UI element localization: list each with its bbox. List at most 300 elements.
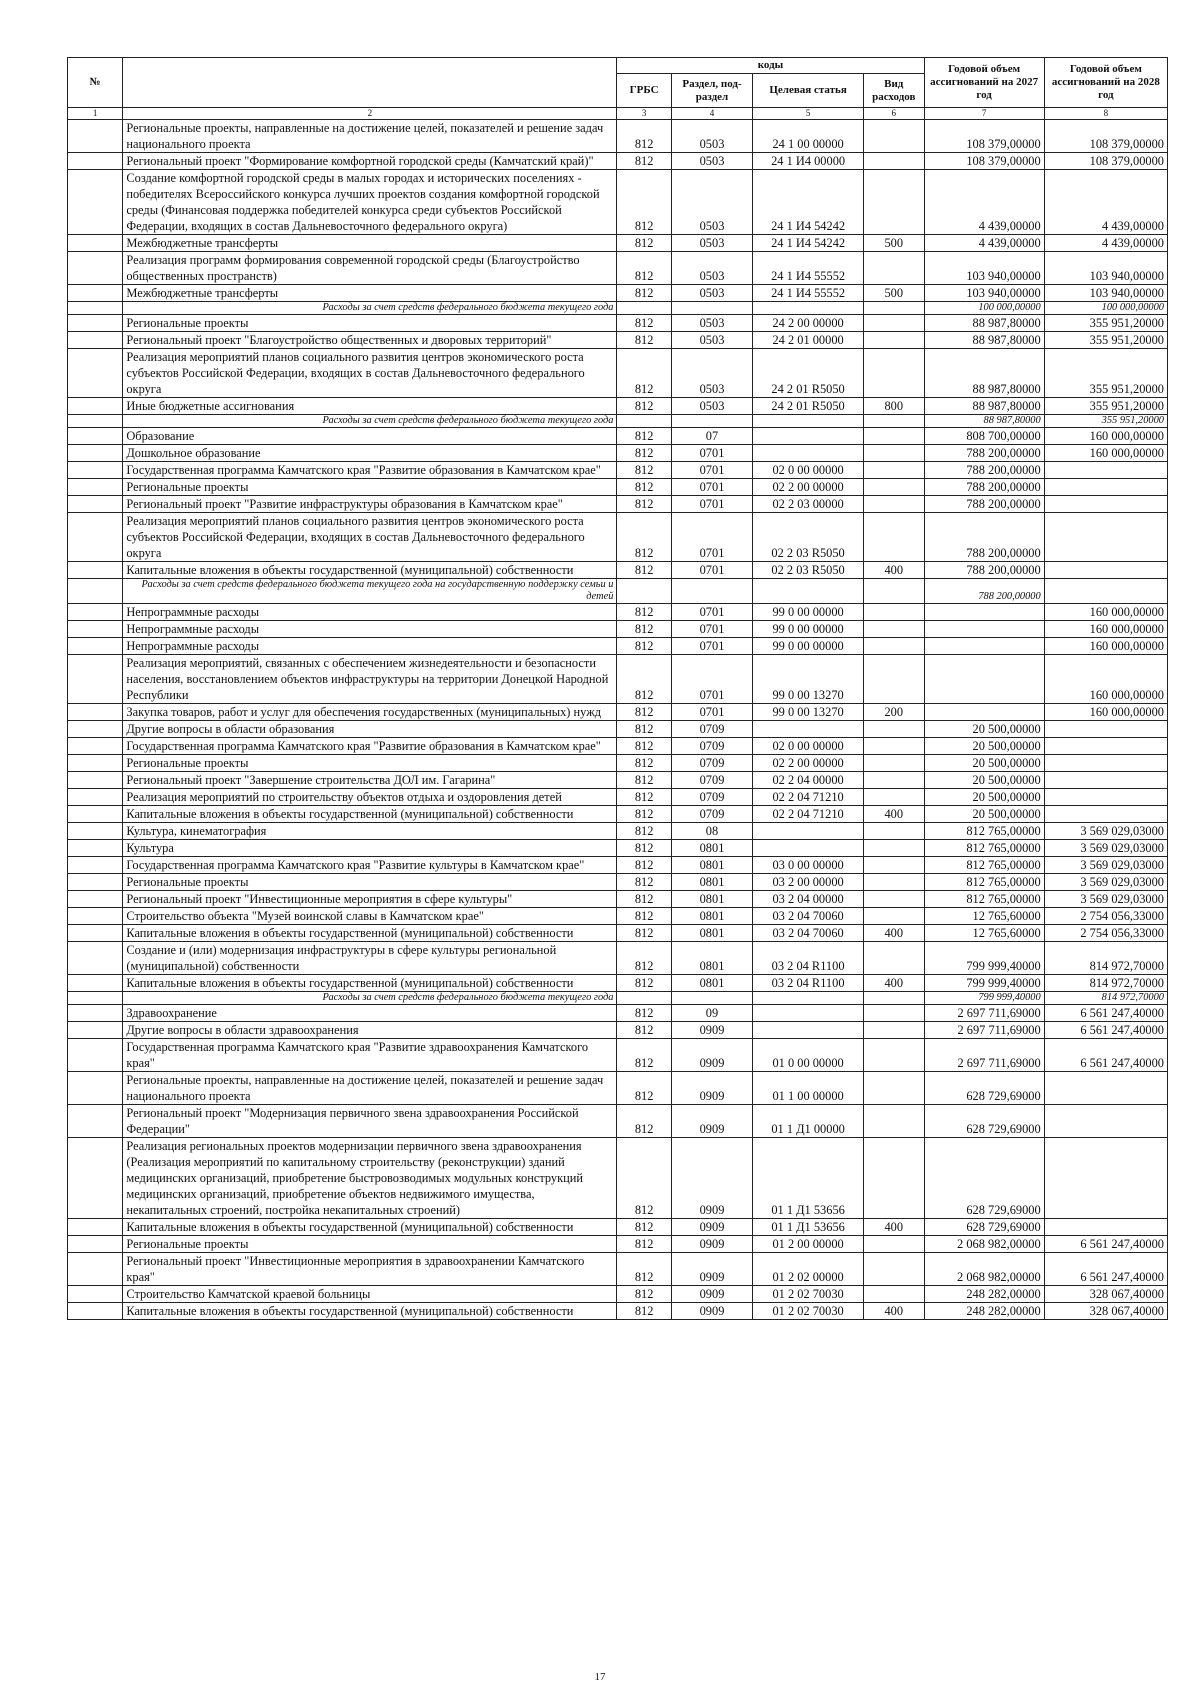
cell-section: 0701 <box>671 462 752 479</box>
cell-2027: 812 765,00000 <box>924 823 1044 840</box>
cell-target <box>753 415 864 428</box>
cell-grbs: 812 <box>617 1072 671 1105</box>
cell-type <box>863 721 924 738</box>
cell-type: 500 <box>863 285 924 302</box>
cell-num <box>68 562 123 579</box>
cell-target: 24 1 И4 00000 <box>753 153 864 170</box>
cell-2028 <box>1044 579 1167 604</box>
cell-section: 0701 <box>671 496 752 513</box>
cell-section: 0503 <box>671 332 752 349</box>
cell-grbs: 812 <box>617 874 671 891</box>
cell-target <box>753 1022 864 1039</box>
cell-type: 400 <box>863 975 924 992</box>
cell-target: 02 0 00 00000 <box>753 462 864 479</box>
cell-grbs <box>617 415 671 428</box>
cell-section: 0701 <box>671 704 752 721</box>
cell-type <box>863 513 924 562</box>
cell-target: 01 1 00 00000 <box>753 1072 864 1105</box>
cell-section: 0909 <box>671 1022 752 1039</box>
cell-target: 03 2 04 70060 <box>753 925 864 942</box>
cell-2028: 814 972,70000 <box>1044 942 1167 975</box>
cell-name: Региональные проекты <box>123 1236 617 1253</box>
header-target: Целевая статья <box>753 74 864 108</box>
cell-name: Региональные проекты <box>123 874 617 891</box>
cell-grbs: 812 <box>617 398 671 415</box>
cell-type <box>863 789 924 806</box>
table-row <box>68 721 1168 738</box>
cell-name: Закупка товаров, работ и услуг для обеспечения государственных (муниципальных) нужд <box>123 704 617 721</box>
cell-grbs: 812 <box>617 428 671 445</box>
cell-section: 0701 <box>671 479 752 496</box>
cell-target <box>753 823 864 840</box>
cell-2028 <box>1044 1138 1167 1219</box>
table-row <box>68 285 1168 302</box>
cell-section: 0909 <box>671 1303 752 1320</box>
cell-2027: 88 987,80000 <box>924 349 1044 398</box>
cell-name: Реализация региональных проектов модернизации первичного звена здравоохранения (Реализация мероприятий по капитальному строительству (реконструкции) зданий медицинских организаций, приобретение быстровозводимых модульных конструкций медицинских организаций, приобретение объектов недвижимого имущества, некапитальных строений, постройка некапитальных строений) <box>123 1138 617 1219</box>
cell-grbs: 812 <box>617 349 671 398</box>
cell-2028: 6 561 247,40000 <box>1044 1022 1167 1039</box>
cell-target: 03 0 00 00000 <box>753 857 864 874</box>
cell-target: 24 2 01 R5050 <box>753 398 864 415</box>
table-row <box>68 1253 1168 1286</box>
table-row <box>68 704 1168 721</box>
cell-2027: 2 068 982,00000 <box>924 1236 1044 1253</box>
cell-target: 03 2 04 R1100 <box>753 975 864 992</box>
cell-2028: 6 561 247,40000 <box>1044 1039 1167 1072</box>
cell-grbs: 812 <box>617 1138 671 1219</box>
cell-type: 400 <box>863 562 924 579</box>
colnum: 4 <box>671 108 752 120</box>
cell-type <box>863 445 924 462</box>
colnum: 8 <box>1044 108 1167 120</box>
cell-grbs: 812 <box>617 975 671 992</box>
table-row <box>68 1286 1168 1303</box>
colnum: 5 <box>753 108 864 120</box>
cell-type <box>863 891 924 908</box>
cell-target <box>753 579 864 604</box>
cell-2027: 248 282,00000 <box>924 1286 1044 1303</box>
cell-grbs: 812 <box>617 638 671 655</box>
cell-grbs: 812 <box>617 891 671 908</box>
cell-name: Региональный проект "Формирование комфортной городской среды (Камчатский край)" <box>123 153 617 170</box>
cell-num <box>68 332 123 349</box>
cell-2028 <box>1044 789 1167 806</box>
cell-2028 <box>1044 755 1167 772</box>
cell-2027: 2 697 711,69000 <box>924 1039 1044 1072</box>
cell-2027: 248 282,00000 <box>924 1303 1044 1320</box>
table-row-note <box>68 992 1168 1005</box>
cell-2027: 812 765,00000 <box>924 874 1044 891</box>
cell-section: 0503 <box>671 120 752 153</box>
cell-num <box>68 1286 123 1303</box>
cell-type <box>863 479 924 496</box>
cell-2028: 160 000,00000 <box>1044 638 1167 655</box>
cell-2028 <box>1044 806 1167 823</box>
table-row <box>68 513 1168 562</box>
cell-name: Капитальные вложения в объекты государственной (муниципальной) собственности <box>123 925 617 942</box>
cell-num <box>68 285 123 302</box>
cell-target: 01 2 02 00000 <box>753 1253 864 1286</box>
cell-2028: 2 754 056,33000 <box>1044 908 1167 925</box>
cell-num <box>68 170 123 235</box>
cell-2028: 3 569 029,03000 <box>1044 874 1167 891</box>
cell-grbs: 812 <box>617 755 671 772</box>
cell-target: 03 2 04 R1100 <box>753 942 864 975</box>
cell-section: 08 <box>671 823 752 840</box>
cell-section: 0701 <box>671 655 752 704</box>
cell-name: Иные бюджетные ассигнования <box>123 398 617 415</box>
cell-section: 0801 <box>671 874 752 891</box>
cell-name: Непрограммные расходы <box>123 638 617 655</box>
cell-num <box>68 579 123 604</box>
cell-name: Реализация программ формирования современной городской среды (Благоустройство общественных пространств) <box>123 252 617 285</box>
cell-2027: 88 987,80000 <box>924 415 1044 428</box>
cell-2027: 788 200,00000 <box>924 513 1044 562</box>
cell-num <box>68 513 123 562</box>
cell-grbs: 812 <box>617 1005 671 1022</box>
cell-2027: 20 500,00000 <box>924 721 1044 738</box>
cell-name: Капитальные вложения в объекты государственной (муниципальной) собственности <box>123 1219 617 1236</box>
cell-target: 02 2 04 00000 <box>753 772 864 789</box>
cell-grbs <box>617 302 671 315</box>
cell-section: 0503 <box>671 349 752 398</box>
table-row <box>68 908 1168 925</box>
cell-name: Государственная программа Камчатского края "Развитие культуры в Камчатском крае" <box>123 857 617 874</box>
cell-name: Межбюджетные трансферты <box>123 235 617 252</box>
cell-num <box>68 1072 123 1105</box>
cell-type <box>863 755 924 772</box>
cell-name: Создание комфортной городской среды в малых городах и исторических поселениях - победителях Всероссийского конкурса лучших проектов создания комфортной городской среды (Финансовая поддержка победителей конкурса среди субъектов Российской Федерации, входящих в состав Дальневосточного федерального округа) <box>123 170 617 235</box>
cell-2027: 108 379,00000 <box>924 153 1044 170</box>
cell-2028 <box>1044 721 1167 738</box>
cell-target: 99 0 00 13270 <box>753 655 864 704</box>
cell-section: 0701 <box>671 513 752 562</box>
cell-section: 0801 <box>671 925 752 942</box>
header-codes: коды <box>617 58 924 74</box>
cell-grbs <box>617 579 671 604</box>
cell-section: 0909 <box>671 1236 752 1253</box>
cell-2028 <box>1044 496 1167 513</box>
cell-section: 0503 <box>671 285 752 302</box>
cell-2027: 788 200,00000 <box>924 445 1044 462</box>
cell-num <box>68 604 123 621</box>
cell-num <box>68 1039 123 1072</box>
cell-num <box>68 1303 123 1320</box>
cell-2027: 788 200,00000 <box>924 462 1044 479</box>
cell-type <box>863 315 924 332</box>
budget-table <box>67 57 1168 1320</box>
cell-name: Государственная программа Камчатского края "Развитие образования в Камчатском крае" <box>123 738 617 755</box>
cell-name: Расходы за счет средств федерального бюджета текущего года <box>123 415 617 428</box>
table-row <box>68 315 1168 332</box>
cell-2028: 108 379,00000 <box>1044 120 1167 153</box>
cell-target: 24 1 И4 55552 <box>753 252 864 285</box>
cell-2027: 628 729,69000 <box>924 1219 1044 1236</box>
cell-2028 <box>1044 738 1167 755</box>
cell-section: 0701 <box>671 638 752 655</box>
table-row <box>68 1039 1168 1072</box>
header-2028: Годовой объем ассигнований на 2028 год <box>1044 58 1167 108</box>
cell-target: 01 2 02 70030 <box>753 1303 864 1320</box>
cell-2027: 808 700,00000 <box>924 428 1044 445</box>
cell-type <box>863 942 924 975</box>
cell-2027: 88 987,80000 <box>924 398 1044 415</box>
cell-type <box>863 874 924 891</box>
cell-2027: 788 200,00000 <box>924 579 1044 604</box>
cell-grbs: 812 <box>617 513 671 562</box>
cell-2028: 3 569 029,03000 <box>1044 840 1167 857</box>
cell-2028: 108 379,00000 <box>1044 153 1167 170</box>
cell-type <box>863 170 924 235</box>
cell-type <box>863 153 924 170</box>
cell-num <box>68 942 123 975</box>
cell-num <box>68 462 123 479</box>
cell-type <box>863 252 924 285</box>
cell-target: 01 2 00 00000 <box>753 1236 864 1253</box>
cell-target: 24 1 И4 55552 <box>753 285 864 302</box>
cell-name: Реализация мероприятий планов социального развития центров экономического роста субъектов Российской Федерации, входящих в состав Дальневосточного федерального округа <box>123 513 617 562</box>
cell-2027 <box>924 638 1044 655</box>
cell-target: 03 2 04 70060 <box>753 908 864 925</box>
cell-target: 01 1 Д1 53656 <box>753 1219 864 1236</box>
cell-name: Образование <box>123 428 617 445</box>
cell-type <box>863 908 924 925</box>
cell-target: 02 2 03 00000 <box>753 496 864 513</box>
cell-type <box>863 496 924 513</box>
cell-num <box>68 975 123 992</box>
cell-2027: 20 500,00000 <box>924 772 1044 789</box>
table-row <box>68 235 1168 252</box>
cell-2027: 812 765,00000 <box>924 857 1044 874</box>
colnum: 7 <box>924 108 1044 120</box>
cell-2027: 2 697 711,69000 <box>924 1022 1044 1039</box>
cell-2027: 103 940,00000 <box>924 285 1044 302</box>
table-row <box>68 170 1168 235</box>
table-row <box>68 857 1168 874</box>
cell-num <box>68 621 123 638</box>
cell-grbs: 812 <box>617 1105 671 1138</box>
table-row <box>68 806 1168 823</box>
cell-type <box>863 1253 924 1286</box>
cell-2028 <box>1044 479 1167 496</box>
cell-section <box>671 992 752 1005</box>
table-row <box>68 891 1168 908</box>
table-row <box>68 925 1168 942</box>
cell-target: 99 0 00 00000 <box>753 604 864 621</box>
cell-2027: 88 987,80000 <box>924 332 1044 349</box>
colnum: 6 <box>863 108 924 120</box>
cell-num <box>68 398 123 415</box>
cell-type <box>863 604 924 621</box>
cell-grbs: 812 <box>617 315 671 332</box>
table-row <box>68 655 1168 704</box>
cell-name: Капитальные вложения в объекты государственной (муниципальной) собственности <box>123 975 617 992</box>
cell-target: 24 1 00 00000 <box>753 120 864 153</box>
cell-name: Реализация мероприятий планов социального развития центров экономического роста субъектов Российской Федерации, входящих в состав Дальневосточного федерального округа <box>123 349 617 398</box>
cell-num <box>68 638 123 655</box>
cell-num <box>68 315 123 332</box>
table-row <box>68 840 1168 857</box>
cell-2027: 4 439,00000 <box>924 170 1044 235</box>
cell-num <box>68 891 123 908</box>
cell-type: 400 <box>863 806 924 823</box>
cell-grbs: 812 <box>617 285 671 302</box>
cell-num <box>68 1253 123 1286</box>
cell-target <box>753 1005 864 1022</box>
cell-name: Дошкольное образование <box>123 445 617 462</box>
cell-section: 0709 <box>671 738 752 755</box>
cell-2027: 103 940,00000 <box>924 252 1044 285</box>
cell-target: 24 1 И4 54242 <box>753 170 864 235</box>
cell-grbs: 812 <box>617 1236 671 1253</box>
cell-name: Региональный проект "Благоустройство общественных и дворовых территорий" <box>123 332 617 349</box>
page-number: 17 <box>594 1671 606 1683</box>
cell-2028 <box>1044 513 1167 562</box>
cell-section: 0709 <box>671 772 752 789</box>
cell-target: 01 1 Д1 00000 <box>753 1105 864 1138</box>
cell-2027: 799 999,40000 <box>924 992 1044 1005</box>
cell-2027: 799 999,40000 <box>924 942 1044 975</box>
cell-2028: 160 000,00000 <box>1044 655 1167 704</box>
table-row <box>68 772 1168 789</box>
table-row <box>68 1138 1168 1219</box>
cell-2028: 4 439,00000 <box>1044 235 1167 252</box>
table-row <box>68 562 1168 579</box>
cell-grbs: 812 <box>617 1253 671 1286</box>
cell-section: 0709 <box>671 721 752 738</box>
cell-type <box>863 302 924 315</box>
cell-num <box>68 992 123 1005</box>
cell-2028: 3 569 029,03000 <box>1044 857 1167 874</box>
cell-2028: 355 951,20000 <box>1044 415 1167 428</box>
cell-2028: 355 951,20000 <box>1044 315 1167 332</box>
cell-grbs: 812 <box>617 721 671 738</box>
table-row <box>68 120 1168 153</box>
cell-grbs: 812 <box>617 332 671 349</box>
cell-num <box>68 235 123 252</box>
cell-num <box>68 655 123 704</box>
cell-target: 02 2 03 R5050 <box>753 562 864 579</box>
cell-type <box>863 1138 924 1219</box>
cell-grbs: 812 <box>617 120 671 153</box>
table-row <box>68 1219 1168 1236</box>
cell-section: 09 <box>671 1005 752 1022</box>
cell-name: Межбюджетные трансферты <box>123 285 617 302</box>
cell-grbs: 812 <box>617 840 671 857</box>
cell-section: 0909 <box>671 1072 752 1105</box>
cell-num <box>68 721 123 738</box>
cell-2027: 20 500,00000 <box>924 806 1044 823</box>
table-row <box>68 1072 1168 1105</box>
cell-num <box>68 789 123 806</box>
cell-type <box>863 1286 924 1303</box>
table-row <box>68 1005 1168 1022</box>
cell-target: 02 2 04 71210 <box>753 806 864 823</box>
cell-type <box>863 1236 924 1253</box>
cell-num <box>68 840 123 857</box>
cell-num <box>68 1022 123 1039</box>
table-row <box>68 755 1168 772</box>
cell-target <box>753 721 864 738</box>
cell-grbs: 812 <box>617 806 671 823</box>
cell-name: Региональный проект "Инвестиционные мероприятия в здравоохранении Камчатского края" <box>123 1253 617 1286</box>
cell-2028: 814 972,70000 <box>1044 975 1167 992</box>
cell-section: 0801 <box>671 942 752 975</box>
cell-num <box>68 445 123 462</box>
cell-target <box>753 840 864 857</box>
cell-2028 <box>1044 562 1167 579</box>
cell-section: 0503 <box>671 315 752 332</box>
table-row <box>68 445 1168 462</box>
cell-2027: 20 500,00000 <box>924 789 1044 806</box>
table-row <box>68 738 1168 755</box>
cell-2027: 12 765,60000 <box>924 925 1044 942</box>
cell-grbs: 812 <box>617 445 671 462</box>
cell-type: 400 <box>863 925 924 942</box>
cell-section: 0801 <box>671 908 752 925</box>
cell-2028: 355 951,20000 <box>1044 349 1167 398</box>
cell-2028: 355 951,20000 <box>1044 332 1167 349</box>
table-row <box>68 604 1168 621</box>
cell-grbs: 812 <box>617 562 671 579</box>
cell-name: Капитальные вложения в объекты государственной (муниципальной) собственности <box>123 562 617 579</box>
table-row <box>68 349 1168 398</box>
cell-name: Капитальные вложения в объекты государственной (муниципальной) собственности <box>123 806 617 823</box>
cell-section: 0503 <box>671 235 752 252</box>
table-row <box>68 789 1168 806</box>
cell-type <box>863 1005 924 1022</box>
cell-2027 <box>924 655 1044 704</box>
cell-type <box>863 332 924 349</box>
cell-2028 <box>1044 772 1167 789</box>
cell-type <box>863 120 924 153</box>
table-row <box>68 975 1168 992</box>
cell-grbs: 812 <box>617 925 671 942</box>
cell-2028: 103 940,00000 <box>1044 285 1167 302</box>
cell-2028: 160 000,00000 <box>1044 704 1167 721</box>
cell-target: 02 2 03 R5050 <box>753 513 864 562</box>
header-section: Раздел, под-раздел <box>671 74 752 108</box>
header-grbs: ГРБС <box>617 74 671 108</box>
cell-section: 0503 <box>671 252 752 285</box>
cell-type <box>863 1105 924 1138</box>
cell-target: 02 2 00 00000 <box>753 755 864 772</box>
cell-name: Региональные проекты, направленные на достижение целей, показателей и решение задач национального проекта <box>123 1072 617 1105</box>
cell-grbs: 812 <box>617 942 671 975</box>
table-row <box>68 479 1168 496</box>
cell-2028: 160 000,00000 <box>1044 445 1167 462</box>
cell-num <box>68 1005 123 1022</box>
cell-type <box>863 857 924 874</box>
cell-name: Расходы за счет средств федерального бюджета текущего года <box>123 302 617 315</box>
cell-grbs: 812 <box>617 479 671 496</box>
cell-num <box>68 806 123 823</box>
cell-num <box>68 415 123 428</box>
cell-num <box>68 704 123 721</box>
cell-type <box>863 462 924 479</box>
cell-section: 0701 <box>671 562 752 579</box>
cell-2027: 628 729,69000 <box>924 1105 1044 1138</box>
cell-grbs: 812 <box>617 738 671 755</box>
cell-section <box>671 415 752 428</box>
cell-name: Капитальные вложения в объекты государственной (муниципальной) собственности <box>123 1303 617 1320</box>
cell-2027: 628 729,69000 <box>924 1072 1044 1105</box>
cell-num <box>68 349 123 398</box>
cell-num <box>68 755 123 772</box>
cell-2028: 6 561 247,40000 <box>1044 1236 1167 1253</box>
cell-section: 0503 <box>671 398 752 415</box>
